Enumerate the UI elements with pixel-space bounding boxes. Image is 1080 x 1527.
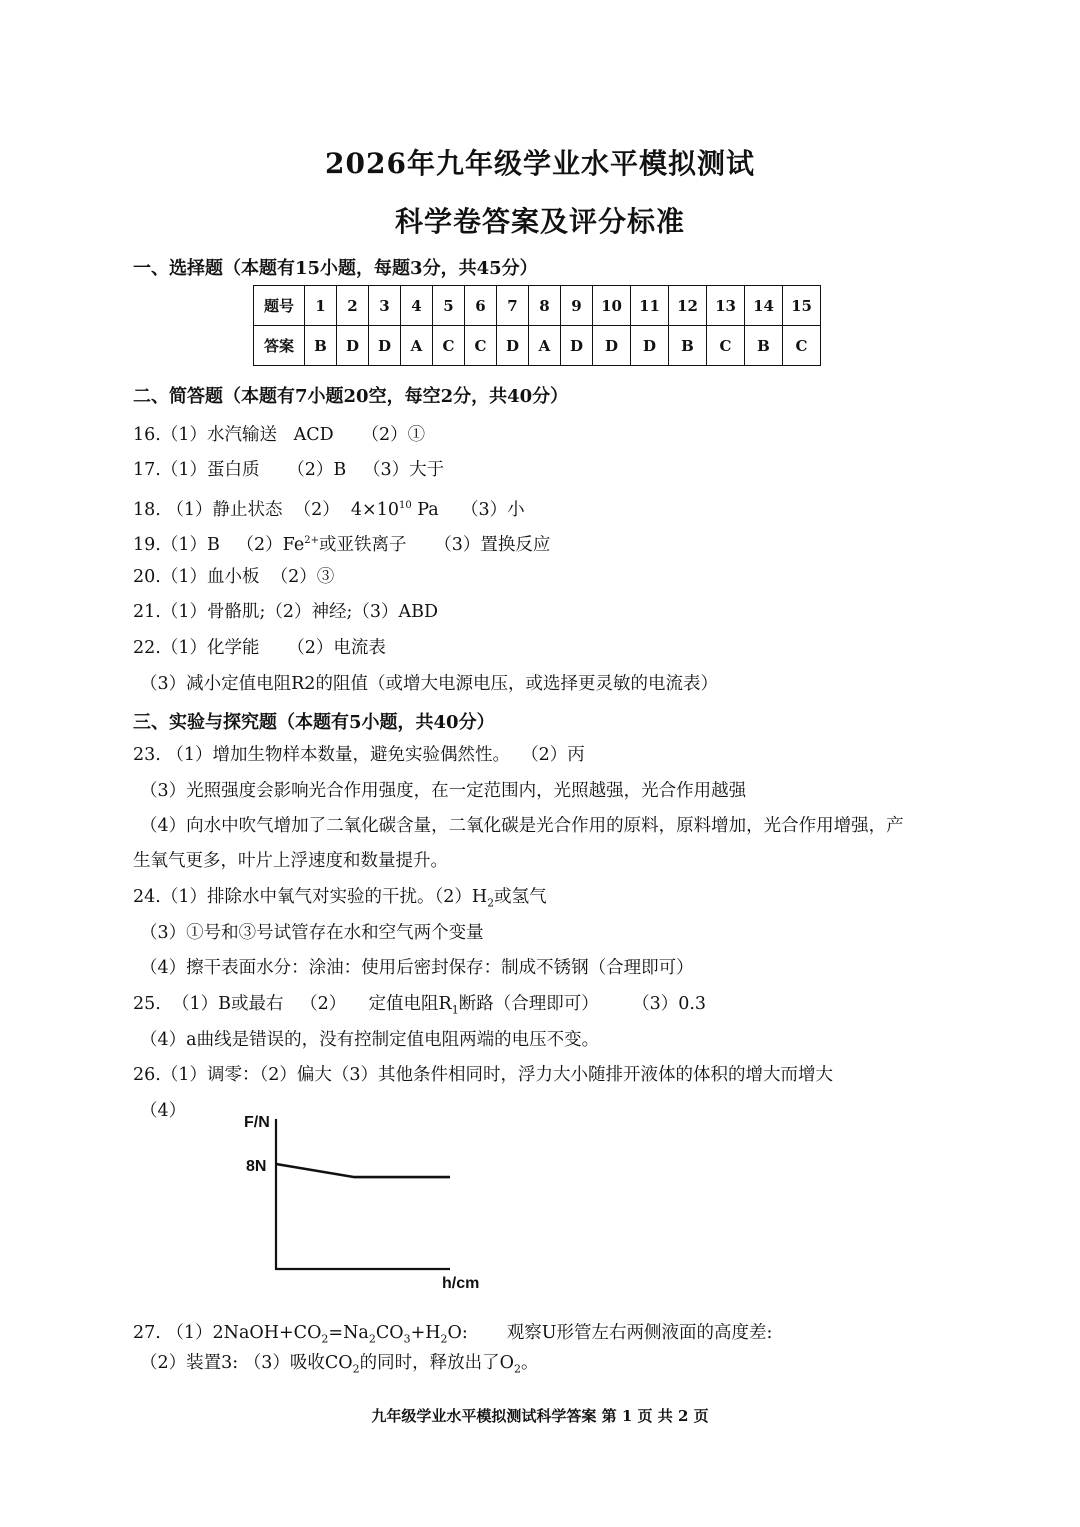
row-label-answer: 答案 <box>254 326 305 366</box>
answer-18-exponent: 10 <box>398 500 412 511</box>
page-footer: 九年级学业水平模拟测试科学答案 第 1 页 共 2 页 <box>371 1407 709 1425</box>
answer-19 <box>133 530 550 556</box>
answer-27-2-sub2: 2 <box>513 1362 521 1376</box>
series-line <box>276 1164 450 1177</box>
answer-18 <box>133 495 525 521</box>
page-subtitle: 科学卷答案及评分标准 <box>394 205 685 238</box>
answer-cell-1: B <box>305 326 337 366</box>
answer-cell-12: B <box>669 326 707 366</box>
answer-27-2-part3: 。 <box>520 1353 539 1373</box>
answer-cell-5: C <box>433 326 465 366</box>
answer-19-part2: 或亚铁离子 （3）置换反应 <box>318 534 551 555</box>
question-number-7: 7 <box>497 286 529 326</box>
question-number-8: 8 <box>529 286 561 326</box>
answer-cell-14: B <box>745 326 783 366</box>
answer-cell-2: D <box>337 326 369 366</box>
question-number-13: 13 <box>707 286 745 326</box>
answer-23: 23. （1）增加生物样本数量，避免实验偶然性。 （2）丙 <box>133 745 585 765</box>
answer-cell-8: A <box>529 326 561 366</box>
answer-21: 21.（1）骨骼肌;（2）神经;（3）ABD <box>133 602 439 622</box>
question-number-15: 15 <box>783 286 821 326</box>
answer-cell-10: D <box>593 326 631 366</box>
answer-27-sub4: 2 <box>440 1332 448 1346</box>
answer-24-4: （4）擦干表面水分：涂油：使用后密封保存：制成不锈钢（合理即可） <box>140 958 694 978</box>
answer-16: 16.（1）水汽输送 ACD （2）① <box>133 425 426 445</box>
question-number-10: 10 <box>593 286 631 326</box>
question-number-1: 1 <box>305 286 337 326</box>
question-number-9: 9 <box>561 286 593 326</box>
answer-19-charge: 2+ <box>304 535 319 546</box>
answer-25-4: （4）a曲线是错误的，没有控制定值电阻两端的电压不变。 <box>140 1030 600 1050</box>
answer-table <box>253 285 821 366</box>
answer-27 <box>133 1322 772 1351</box>
answer-cell-13: C <box>707 326 745 366</box>
answer-23-4a: （4）向水中吹气增加了二氧化碳含量，二氧化碳是光合作用的原料，原料增加，光合作用增强，产 <box>140 816 904 836</box>
page-title: 2026年九年级学业水平模拟测试 <box>325 147 755 180</box>
answer-25 <box>133 993 706 1022</box>
answer-cell-6: C <box>465 326 497 366</box>
x-axis-label: h/cm <box>442 1275 480 1292</box>
answer-24-part2: 或氢气 <box>494 887 547 907</box>
answer-cell-9: D <box>561 326 593 366</box>
table-row-answers <box>254 326 821 366</box>
y-tick-label-8n: 8N <box>246 1158 267 1175</box>
answer-24-part1: 24.（1）排除水中氧气对实验的干扰。（2）H <box>133 887 488 907</box>
answer-25-subscript: 1 <box>451 1003 459 1017</box>
answer-27-sub1: 2 <box>321 1332 329 1346</box>
answer-27-2 <box>140 1352 538 1381</box>
question-number-12: 12 <box>669 286 707 326</box>
answer-cell-4: A <box>401 326 433 366</box>
answer-25-part1: 25. （1）B或最右 （2） 定值电阻R <box>133 994 452 1014</box>
section1-heading: 一、选择题（本题有15小题，每题3分，共45分） <box>133 258 538 279</box>
answer-cell-15: C <box>783 326 821 366</box>
answer-24-subscript: 2 <box>487 896 495 910</box>
section3-heading: 三、实验与探究题（本题有5小题，共40分） <box>133 712 495 733</box>
answer-17: 17.（1）蛋白质 （2）B （3）大于 <box>133 460 445 480</box>
answer-26: 26.（1）调零：（2）偏大（3）其他条件相同时，浮力大小随排开液体的体积的增大而增大 <box>133 1065 833 1085</box>
answer-23-3: （3）光照强度会影响光合作用强度，在一定范围内，光照越强，光合作用越强 <box>140 781 747 801</box>
answer-22-3: （3）减小定值电阻R2的阻值（或增大电源电压，或选择更灵敏的电流表） <box>140 674 718 694</box>
answer-27-part4: +H <box>410 1323 441 1343</box>
row-label-question: 题号 <box>254 286 305 326</box>
question-number-14: 14 <box>745 286 783 326</box>
force-depth-chart <box>230 1105 510 1295</box>
question-number-11: 11 <box>631 286 669 326</box>
answer-cell-11: D <box>631 326 669 366</box>
answer-27-2-part2: 的同时，释放出了O <box>359 1353 514 1373</box>
table-row-numbers <box>254 286 821 326</box>
answer-22: 22.（1）化学能 （2）电流表 <box>133 638 386 658</box>
question-number-3: 3 <box>369 286 401 326</box>
answer-27-sub3: 3 <box>403 1332 411 1346</box>
answer-18-part2: Pa （3）小 <box>411 499 525 520</box>
question-number-6: 6 <box>465 286 497 326</box>
answer-27-part2: =Na <box>328 1323 369 1343</box>
answer-20: 20.（1）血小板 （2）③ <box>133 567 335 587</box>
section2-heading: 二、简答题（本题有7小题20空，每空2分，共40分） <box>133 386 569 407</box>
answer-27-sub2: 2 <box>368 1332 376 1346</box>
question-number-4: 4 <box>401 286 433 326</box>
answer-cell-3: D <box>369 326 401 366</box>
question-number-5: 5 <box>433 286 465 326</box>
answer-27-2-part1: （2）装置3: （3）吸收CO <box>140 1353 353 1373</box>
answer-25-part2: 断路（合理即可） （3）0.3 <box>458 994 707 1014</box>
y-axis-label: F/N <box>244 1114 270 1131</box>
answer-26-4: （4） <box>140 1101 187 1121</box>
answer-24-3: （3）①号和③号试管存在水和空气两个变量 <box>140 923 484 943</box>
answer-24 <box>133 886 547 915</box>
answer-27-part1: 27. （1）2NaOH+CO <box>133 1323 322 1343</box>
answer-23-4b: 生氧气更多，叶片上浮速度和数量提升。 <box>133 851 448 871</box>
answer-18-part1: 18. （1）静止状态 （2） 4×10 <box>133 499 399 520</box>
answer-19-part1: 19.（1）B （2）Fe <box>133 534 305 555</box>
answer-cell-7: D <box>497 326 529 366</box>
question-number-2: 2 <box>337 286 369 326</box>
answer-27-2-sub1: 2 <box>352 1362 360 1376</box>
answer-27-part5: O: 观察U形管左右两侧液面的高度差: <box>447 1323 773 1343</box>
answer-27-part3: CO <box>375 1323 404 1343</box>
